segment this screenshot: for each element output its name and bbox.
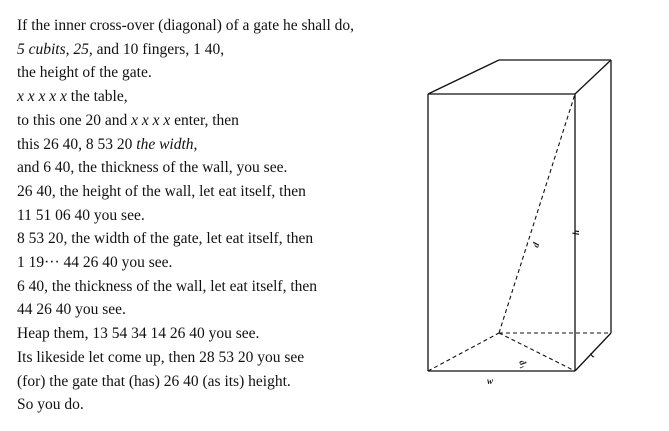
edge-bottom-right: [575, 333, 611, 371]
text-line: [17, 322, 412, 346]
text-segment: the width,: [136, 135, 198, 153]
text-segment: this 26 40, 8 53 20: [17, 135, 137, 153]
text-line: [17, 180, 412, 204]
text-line: [17, 156, 412, 180]
label-t: t: [586, 350, 597, 360]
label-d1: d₁: [517, 358, 530, 370]
text-line: [17, 133, 412, 157]
text-line: [17, 227, 412, 251]
gate-diagram: [415, 58, 615, 398]
text-segment: 8 53 20, the width of the gate, let eat itself, then: [17, 230, 314, 248]
text-segment: 1 19··· 44 26 40 you see.: [17, 254, 173, 272]
text-line: [17, 393, 412, 417]
text-segment: and 6 40, the thickness of the wall, you see.: [17, 159, 288, 177]
text-line: [17, 298, 412, 322]
label-h: h: [571, 229, 581, 235]
text-segment: Its likeside let come up, then 28 53 20 you see: [17, 348, 305, 366]
diagonal-d: [499, 94, 575, 333]
text-segment: enter, then: [170, 111, 239, 129]
text-line: [17, 109, 412, 133]
text-segment: to this one 20 and: [17, 111, 132, 129]
text-segment: If the inner cross-over (diagonal) of a gate he shall do,: [17, 17, 354, 34]
edge-top-right: [575, 60, 611, 94]
text-segment: x x x x x: [17, 88, 67, 106]
text-segment: 44 26 40 you see.: [17, 301, 126, 319]
gate-figure: [415, 58, 615, 398]
label-w: w: [487, 376, 494, 386]
text-segment: 11 51 06 40 you see.: [17, 206, 145, 224]
text-segment: Heap them, 13 54 34 14 26 40 you see.: [17, 325, 260, 343]
text-line: [17, 370, 412, 394]
text-line: [17, 275, 412, 299]
text-segment: 5 cubits, 25,: [17, 40, 93, 58]
text-line: [17, 204, 412, 228]
text-block: [17, 14, 412, 417]
text-segment: the table,: [66, 88, 128, 106]
text-segment: So you do.: [17, 396, 84, 414]
text-segment: 26 40, the height of the wall, let eat itself, then: [17, 182, 306, 200]
text-segment: and 10 fingers, 1 40,: [92, 40, 225, 58]
text-line: [17, 346, 412, 370]
label-d: d: [530, 241, 542, 249]
hidden-edge-bottom-left: [428, 333, 499, 371]
text-segment: (for) the gate that (has) 26 40 (as its) height.: [17, 372, 291, 390]
text-segment: x x x x: [131, 111, 171, 129]
text-line: [17, 85, 412, 109]
diagonal-d1: [499, 333, 575, 371]
text-segment: 6 40, the thickness of the wall, let eat itself, then: [17, 277, 318, 295]
text-line: [17, 14, 412, 38]
edge-top-left: [428, 60, 499, 94]
text-segment: the height of the gate.: [17, 64, 152, 82]
text-line: [17, 251, 412, 275]
text-line: [17, 38, 412, 62]
text-line: [17, 61, 412, 85]
